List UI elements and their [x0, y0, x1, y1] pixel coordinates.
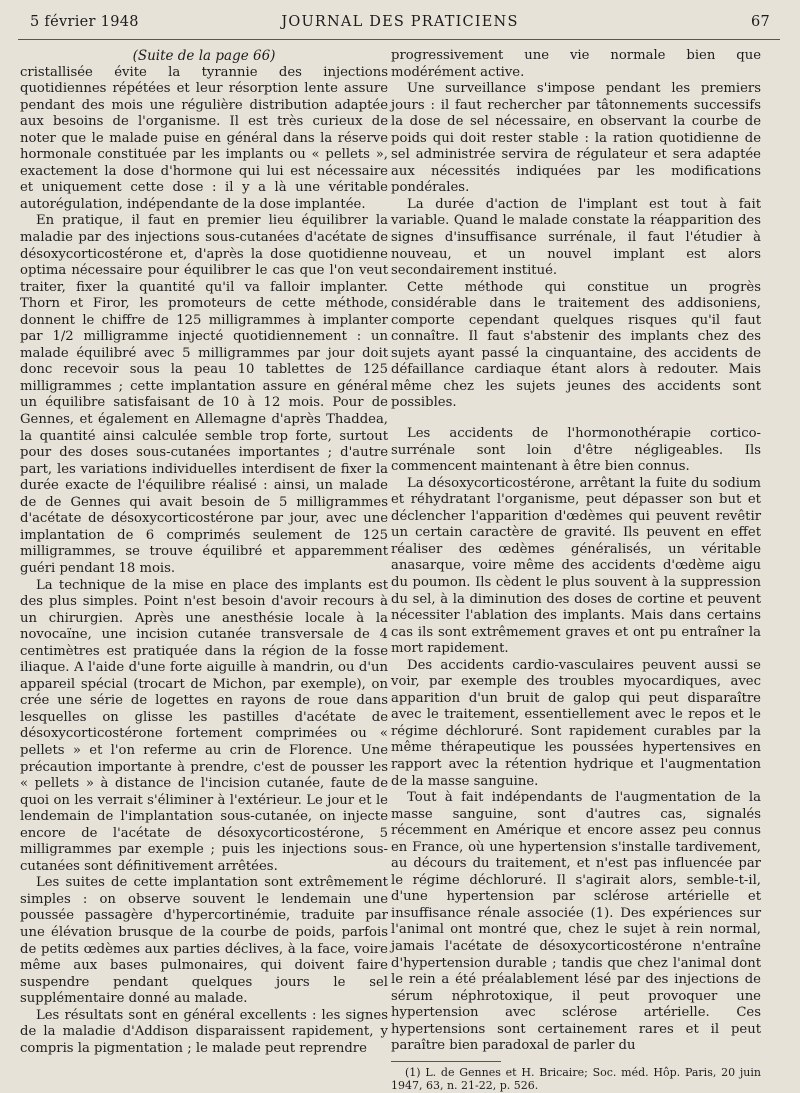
paragraph: Une surveillance s'impose pendant les premiers jours : il faut rechercher par tâtonnements successifs la dose de sel nécessaire, en observant la courbe de poids qui doit rester stable : la ration quotidienne de sel administrée servira de régulateur et sera adaptée aux nécessités indiquées par les modifications pondérales. [391, 81, 761, 196]
continuation-note: (Suite de la page 66) [132, 48, 276, 64]
paragraph: Tout à fait indépendants de l'augmentation de la masse sanguine, sont d'autres cas, signalés récemment en Amérique et encore assez peu connus en France, où une hypertension s'installe tardivement, au décours du traitement, et n'est pas influencée par le régime déchloruré. Il s'agirait alors, semble-t-il, d'une hypertension par sclérose artérielle et insuffisance rénale associée (1). Des expériences sur l'animal ont montré que, chez le sujet à rein normal, jamais l'acétate de désoxycorticostérone n'entraîne d'hypertension durable ; tandis que chez l'animal dont le rein a été préalablement lésé par des injections de sérum néphrotoxique, il peut provoquer une hypertension avec sclérose artérielle. Ces hypertensions sont certainement rares et il peut paraître bien paradoxal de parler du [391, 790, 761, 1054]
paragraph: Les résultats sont en général excellents : les signes de la maladie d'Addison disparaissent rapidement, y compris la pigmentation ; le malade peut reprendre [20, 1007, 388, 1056]
page-header [30, 14, 770, 36]
paragraph: Les suites de cette implantation sont extrêmement simples : on observe souvent le lendemain une poussée passagère d'hypercortinémie, traduite par une élévation brusque de la courbe de poids, parfois de petits œdèmes aux parties déclives, à la face, voire même aux bases pulmonaires, qui doivent faire suspendre pendant quelques jours le sel supplémentaire donné au malade. [20, 875, 388, 1007]
footnote-rule [391, 1061, 501, 1062]
page-number: 67 [750, 14, 770, 30]
paragraph: En pratique, il faut en premier lieu équilibrer la maladie par des injections sous-cutanées d'acétate de désoxycorticostérone et, d'après la dose quotidienne optima nécessaire pour équilibrer le cas que l'on veut traiter, fixer la quantité qu'il va falloir implanter. Thorn et Firor, les promoteurs de cette méthode, donnent le chiffre de 125 milligrammes à implanter par 1/2 milligramme injecté quotidiennement : un malade équilibré avec 5 milligrammes par jour doit donc recevoir sous la peau 10 tablettes de 125 milligrammes ; cette implantation assure en général un équilibre satisfaisant de 10 à 12 mois. Pour de Gennes, et également en Allemagne d'après Thaddea, la quantité ainsi calculée semble trop forte, surtout pour des doses sous-cutanées importantes ; d'autre part, les variations individuelles interdisent de fixer la durée exacte de l'équilibre réalisé : ainsi, un malade de de Gennes qui avait besoin de 5 milligrammes d'acétate de désoxycorticostérone par jour, avec une implantation de 6 comprimés seulement de 125 milligrammes, se trouve équilibré et apparemment guéri pendant 18 mois. [20, 213, 388, 576]
paragraph: La technique de la mise en place des implants est des plus simples. Point n'est besoin d'avoir recours à un chirurgien. Après une anesthésie locale à la novocaïne, une incision cutanée transversale de 4 centimètres est pratiquée dans la région de la fosse iliaque. A l'aide d'une forte aiguille à mandrin, ou d'un appareil spécial (trocart de Michon, par exemple), on crée une série de logettes en rayons de roue dans lesquelles on glisse les pastilles d'acétate de désoxycorticostérone fortement comprimées ou « pellets » et l'on referme au crin de Florence. Une précaution importante à prendre, c'est de pousser les « pellets » à distance de l'incision cutanée, faute de quoi on les verrait s'éliminer à l'extérieur. Le jour et le lendemain de l'implantation sous-cutanée, on injecte encore de l'acétate de désoxycorticostérone, 5 milligrammes par exemple ; puis les injections sous-cutanées sont définitivement arrêtées. [20, 577, 388, 874]
journal-title: JOURNAL DES PRATICIENS [281, 14, 519, 30]
paragraph: Des accidents cardio-vasculaires peuvent aussi se voir, par exemple des troubles myocardiques, avec apparition d'un bruit de galop qui peut disparaître avec le traitement, essentiellement avec le repos et le régime déchloruré. Sont rapidement curables par la même thérapeutique les poussées hypertensives en rapport avec la rétention hydrique et l'augmentation de la masse sanguine. [391, 657, 761, 789]
issue-date: 5 février 1948 [30, 14, 139, 30]
paragraph: cristallisée évite la tyrannie des injections quotidiennes répétées et leur résorption lente assure pendant des mois une régulière distribution adaptée aux besoins de l'organisme. Il est très curieux de noter que le malade puise en général dans la réserve hormonale constituée par les implants ou « pellets », exactement la dose d'hormone qui lui est nécessaire et uniquement cette dose : il y a là une véritable autorégulation, indépendante de la dose implantée. [20, 64, 388, 212]
paragraph: La durée d'action de l'implant est tout à fait variable. Quand le malade constate la réapparition des signes d'insuffisance surrénale, il faut l'étudier à nouveau, et un nouvel implant est alors secondairement institué. [391, 196, 761, 279]
paragraph: progressivement une vie normale bien que modérément active. [391, 48, 761, 80]
paragraph: La désoxycorticostérone, arrêtant la fuite du sodium et réhydratant l'organisme, peut dépasser son but et déclencher l'apparition d'œdèmes qui peuvent revêtir un certain caractère de gravité. Ils peuvent en effet réaliser des œdèmes généralisés, un véritable anasarque, voire même des accidents d'œdème aigu du poumon. Ils cèdent le plus souvent à la suppression du sel, à la diminution des doses de cortine et peuvent nécessiter l'ablation des implants. Mais dans certains cas ils sont extrêmement graves et ont pu entraîner la mort rapidement. [391, 475, 761, 657]
right-column [391, 48, 761, 1093]
footnote: (1) L. de Gennes et H. Bricaire; Soc. méd. Hôp. Paris, 20 juin 1947, 63, n. 21-22, p. 526. [391, 1065, 761, 1093]
paragraph: Les accidents de l'hormonothérapie cortico-surrénale sont loin d'être négligeables. Ils commencent maintenant à être bien connus. [391, 426, 761, 475]
paragraph: Cette méthode qui constitue un progrès considérable dans le traitement des addisoniens, comporte cependant quelques risques qu'il faut connaître. Il faut s'abstenir des implants chez des sujets ayant passé la cinquantaine, des accidents de défaillance cardiaque étant alors à redouter. Mais même chez les sujets jeunes des accidents sont possibles. [391, 279, 761, 411]
left-column [20, 48, 388, 1057]
header-rule [18, 39, 780, 40]
